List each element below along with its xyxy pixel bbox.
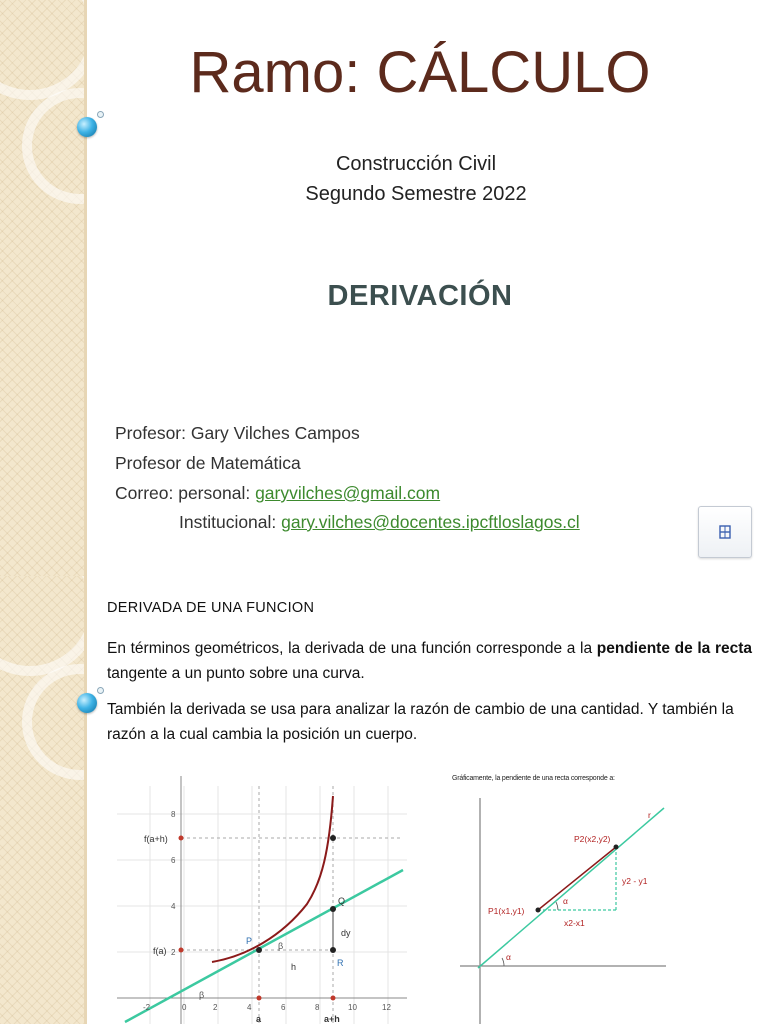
para1-text-before: En términos geométricos, la derivada de una función corresponde a la — [107, 640, 597, 657]
point-fah — [330, 835, 336, 841]
decorative-sidebar — [0, 0, 84, 576]
label-q: Q — [338, 896, 346, 906]
para1-bold: pendiente de la recta — [596, 640, 752, 657]
paragraph-geometric — [107, 636, 752, 686]
book-icon — [719, 525, 731, 539]
professor-role: Profesor de Matemática — [115, 453, 301, 473]
x-tick: 12 — [382, 1003, 391, 1012]
y-tick: 2 — [171, 948, 176, 957]
point-p1 — [536, 908, 541, 913]
blue-orb — [77, 117, 97, 137]
email-institutional-link[interactable]: gary.vilches@docentes.ipcftloslagos.cl — [281, 512, 580, 532]
y-tick: 8 — [171, 810, 176, 819]
slope-caption: Gráficamente, la pendiente de una recta corresponde a: — [452, 775, 615, 782]
y-tick: 6 — [171, 856, 176, 865]
marker-ah — [331, 996, 336, 1001]
decorative-sidebar — [0, 576, 84, 1024]
tangent-graph — [107, 776, 417, 1024]
section-title: DERIVACIÓN — [327, 280, 513, 312]
tangent-line — [125, 870, 403, 1022]
email-personal-label: Correo: personal: — [115, 483, 256, 503]
point-p — [256, 947, 262, 953]
subtitle-program: Construcción Civil — [335, 153, 497, 175]
label-p2: P2(x2,y2) — [574, 834, 611, 844]
paragraph-rate-of-change: También la derivada se usa para analizar la razón de cambio de una cantidad. Y también la razón a la cual cambia la posición un cuerpo. — [107, 701, 734, 743]
label-dy: dy — [341, 928, 351, 938]
function-curve — [212, 796, 333, 962]
x-tick: -2 — [143, 1003, 151, 1012]
x-tick: 0 — [182, 1003, 187, 1012]
x-tick: 2 — [213, 1003, 218, 1012]
label-dy: y2 - y1 — [622, 876, 648, 886]
label-beta: β — [278, 941, 284, 951]
slide-title-text: Ramo: CÁLCULO — [189, 40, 651, 105]
label-ah: a+h — [324, 1014, 340, 1024]
label-dx: x2-x1 — [564, 918, 585, 928]
small-orb — [97, 687, 104, 694]
slide-derivative — [0, 576, 768, 1024]
marker-fah — [179, 836, 184, 841]
label-r: R — [337, 958, 344, 968]
point-r — [330, 947, 336, 953]
decorative-ring — [0, 0, 84, 100]
x-tick: 10 — [348, 1003, 357, 1012]
sidebar-edge — [84, 576, 87, 1024]
label-h: h — [291, 962, 297, 972]
professor-name: Profesor: Gary Vilches Campos — [115, 423, 360, 443]
label-p: P — [246, 936, 253, 946]
x-tick: 4 — [247, 1003, 252, 1012]
label-r: r — [648, 810, 651, 820]
email-personal-link[interactable]: garyvilches@gmail.com — [255, 483, 441, 503]
slope-graph — [460, 788, 670, 1024]
marker-fa — [179, 948, 184, 953]
label-a: a — [256, 1014, 262, 1024]
x-tick: 8 — [315, 1003, 320, 1012]
x-tick: 6 — [281, 1003, 286, 1012]
document-nav-button[interactable] — [698, 506, 752, 558]
label-alpha-top: α — [563, 896, 568, 906]
label-beta-origin: β — [199, 990, 205, 1000]
y-tick: 4 — [171, 902, 176, 911]
point-q — [330, 906, 336, 912]
marker-a — [257, 996, 262, 1001]
email-institutional-label: Institucional: — [179, 512, 282, 532]
segment-p1-p2 — [538, 847, 616, 910]
label-alpha-bottom: α — [506, 952, 511, 962]
decorative-ring — [0, 576, 84, 676]
email-institutional-row — [179, 507, 580, 537]
sidebar-edge — [84, 0, 87, 576]
para1-text-after: tangente a un punto sobre una curva. — [107, 665, 365, 682]
line-r — [478, 808, 664, 968]
small-orb — [97, 111, 104, 118]
label-fa: f(a) — [153, 946, 167, 956]
decorative-ring — [22, 88, 84, 204]
label-p1: P1(x1,y1) — [488, 906, 525, 916]
label-fah: f(a+h) — [144, 834, 168, 844]
subtitle-semester: Segundo Semestre 2022 — [305, 183, 527, 205]
blue-orb — [77, 693, 97, 713]
decorative-ring — [22, 664, 84, 780]
point-p2 — [614, 845, 619, 850]
slide2-heading: DERIVADA DE UNA FUNCION — [107, 600, 315, 616]
email-personal-row — [115, 478, 440, 508]
